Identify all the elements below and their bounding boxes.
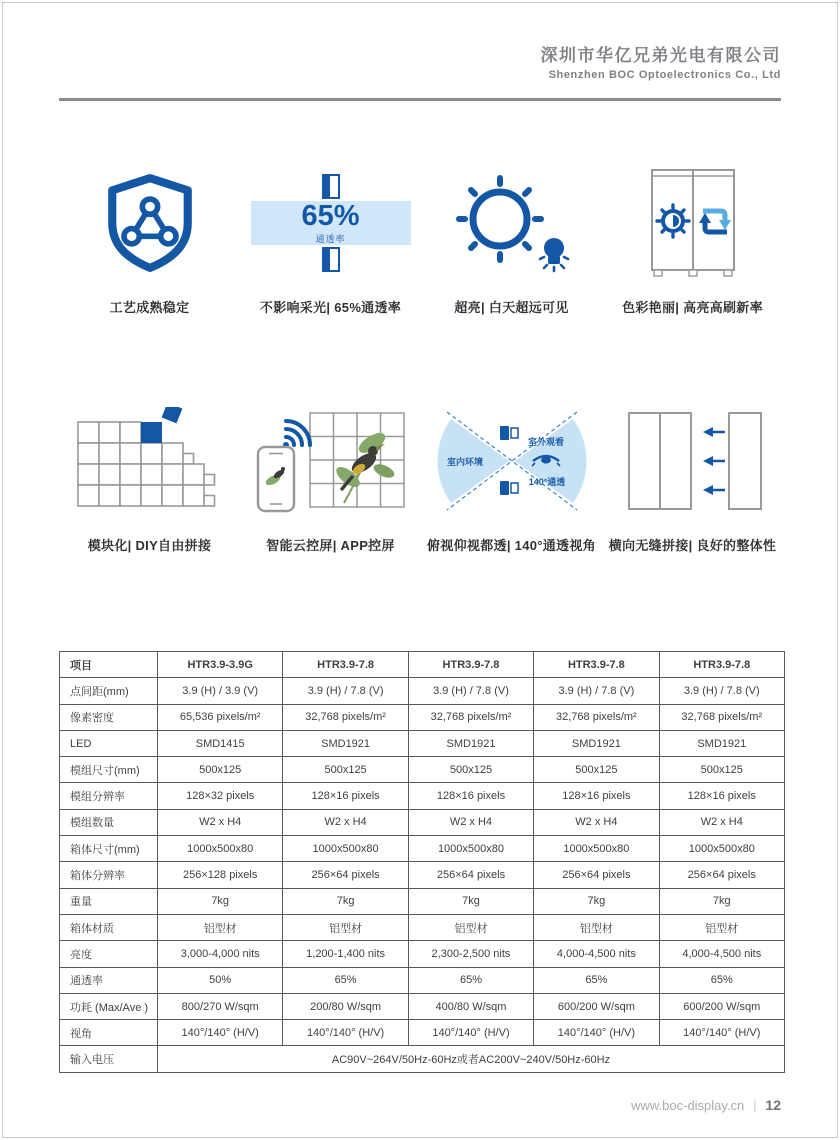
spec-cell: 1000x500x80 [534,836,659,862]
spec-row-label: 功耗 (Max/Ave ) [60,993,158,1019]
page-footer [631,1097,781,1113]
website-link[interactable]: www.boc-display.cn [631,1097,745,1113]
datasheet-page [2,2,838,1138]
spec-cell: 140°/140° (H/V) [158,1020,283,1046]
spec-cell: SMD1921 [659,730,784,756]
spec-row [60,730,785,756]
spec-cell: 50% [158,967,283,993]
footer-separator: | [753,1098,757,1112]
spec-row-label: 视角 [60,1020,158,1046]
spec-cell: 1000x500x80 [158,836,283,862]
spec-cell: 128×16 pixels [408,783,533,809]
spec-cell: 65% [283,967,408,993]
feature-caption: 俯视仰视都透| 140°通透视角 [427,538,596,553]
spec-cell: 32,768 pixels/m² [283,704,408,730]
spec-row [60,862,785,888]
spec-cell: 500x125 [534,757,659,783]
spec-cell: 铝型材 [158,914,283,940]
spec-row [60,809,785,835]
spec-cell: 800/270 W/sqm [158,993,283,1019]
spec-cell: 140°/140° (H/V) [534,1020,659,1046]
spec-row [60,757,785,783]
shield-network-icon [99,163,201,283]
spec-cell: 4,000-4,500 nits [534,941,659,967]
spec-cell: 3.9 (H) / 7.8 (V) [659,678,784,704]
spec-cell: 65% [408,967,533,993]
spec-header-value: HTR3.9-7.8 [408,652,533,678]
spec-cell: 500x125 [408,757,533,783]
spec-cell: 600/200 W/sqm [659,993,784,1019]
spec-cell: 128×16 pixels [534,783,659,809]
spec-row [60,704,785,730]
spec-cell: 500x125 [158,757,283,783]
transparency-badge-icon [251,163,411,283]
spec-cell: 500x125 [283,757,408,783]
spec-cell: 256×64 pixels [534,862,659,888]
spec-cell: 3.9 (H) / 7.8 (V) [408,678,533,704]
spec-row-label: 点间距(mm) [60,678,158,704]
spec-row-label: LED [60,730,158,756]
spec-cell: SMD1921 [534,730,659,756]
feature-cloud-control [240,401,421,554]
spec-row [60,967,785,993]
spec-row [60,783,785,809]
louver-module-top [500,426,518,440]
header-divider [59,98,781,101]
spec-cell: 7kg [283,888,408,914]
spec-cell: 256×64 pixels [408,862,533,888]
spec-header-value: HTR3.9-3.9G [158,652,283,678]
spec-cell: 32,768 pixels/m² [659,704,784,730]
spec-cell: 32,768 pixels/m² [534,704,659,730]
feature-seamless [602,401,783,554]
spec-cell: 128×32 pixels [158,783,283,809]
spec-row-label: 通透率 [60,967,158,993]
sun-bulb-icon [448,163,576,283]
spec-row-label: 模组分辨率 [60,783,158,809]
spec-cell: 140°/140° (H/V) [283,1020,408,1046]
spec-cell: 7kg [659,888,784,914]
spec-cell: W2 x H4 [659,809,784,835]
spec-cell: 3.9 (H) / 7.8 (V) [283,678,408,704]
spec-header-row [60,652,785,678]
louver-profile-bottom [322,247,340,272]
spec-cell: 128×16 pixels [283,783,408,809]
page-number: 12 [765,1097,781,1113]
spec-cell: 256×128 pixels [158,862,283,888]
spec-cell: 256×64 pixels [283,862,408,888]
feature-row-2 [59,401,783,554]
spec-cell: 2,300-2,500 nits [408,941,533,967]
spec-row [60,836,785,862]
spec-cell: 7kg [534,888,659,914]
viewing-angle-icon [423,401,601,521]
feature-brightness [421,163,602,316]
spec-cell: 65% [659,967,784,993]
feature-viewing-angle [421,401,602,554]
spec-cell: W2 x H4 [283,809,408,835]
spec-cell: 200/80 W/sqm [283,993,408,1019]
spec-row [60,1020,785,1046]
spec-cell: 1000x500x80 [408,836,533,862]
spec-cell: 3,000-4,000 nits [158,941,283,967]
spec-header-value: HTR3.9-7.8 [283,652,408,678]
spec-cell: 32,768 pixels/m² [408,704,533,730]
spec-header-value: HTR3.9-7.8 [534,652,659,678]
louver-module-bottom [500,481,518,495]
angle-label: 140°通透 [528,477,565,487]
indoor-label: 室内环境 [446,457,483,467]
spec-merged-row [60,1046,785,1072]
spec-cell: SMD1921 [283,730,408,756]
spec-cell: 7kg [408,888,533,914]
spec-row [60,888,785,914]
feature-caption: 超亮| 白天超远可见 [454,300,569,315]
transparency-label: 通透率 [315,233,346,244]
feature-modular [59,401,240,554]
feature-caption: 工艺成熟稳定 [109,300,190,315]
louver-profile-top [322,174,340,199]
feature-color-refresh [602,163,783,316]
spec-cell: 1000x500x80 [283,836,408,862]
spec-row-label: 重量 [60,888,158,914]
company-name-cn: 深圳市华亿兄弟光电有限公司 [540,46,781,65]
spec-row-label: 箱体分辨率 [60,862,158,888]
spec-row-label: 箱体尺寸(mm) [60,836,158,862]
spec-row-label: 输入电压 [60,1046,158,1072]
spec-table-body [60,652,785,1073]
spec-cell: 4,000-4,500 nits [659,941,784,967]
transparency-value: 65% [301,199,360,232]
transparency-band [251,201,411,245]
spec-cell: 3.9 (H) / 7.8 (V) [534,678,659,704]
spec-cell: 7kg [158,888,283,914]
spec-row-label: 模组尺寸(mm) [60,757,158,783]
spec-cell: 1,200-1,400 nits [283,941,408,967]
outdoor-label: 室外观看 [527,437,564,447]
spec-row-label: 亮度 [60,941,158,967]
spec-merged-value: AC90V~264V/50Hz-60Hz或者AC200V~240V/50Hz-60Hz [158,1046,785,1072]
spec-cell: 600/200 W/sqm [534,993,659,1019]
spec-cell: W2 x H4 [158,809,283,835]
feature-transparency [240,163,421,316]
spec-row [60,678,785,704]
phone-icon [258,447,294,511]
spec-cell: W2 x H4 [408,809,533,835]
feature-caption: 不影响采光| 65%通透率 [259,300,402,315]
feature-craft-stability [59,163,240,316]
spec-cell: W2 x H4 [534,809,659,835]
spec-cell: SMD1415 [158,730,283,756]
spec-cell: 128×16 pixels [659,783,784,809]
spec-cell: 铝型材 [408,914,533,940]
spec-row [60,993,785,1019]
spec-row-label: 模组数量 [60,809,158,835]
spec-cell: 256×64 pixels [659,862,784,888]
spec-cell: 1000x500x80 [659,836,784,862]
spec-cell: 400/80 W/sqm [408,993,533,1019]
spec-cell: 铝型材 [534,914,659,940]
spec-cell: 65% [534,967,659,993]
feature-caption: 横向无缝拼接| 良好的整体性 [608,538,777,553]
spec-cell: 140°/140° (H/V) [408,1020,533,1046]
spec-cell: 铝型材 [659,914,784,940]
left-arrows [703,427,725,495]
spec-cell: 500x125 [659,757,784,783]
spec-row-label: 像素密度 [60,704,158,730]
spec-cell: 140°/140° (H/V) [659,1020,784,1046]
feature-caption: 智能云控屏| APP控屏 [266,538,395,553]
spec-header-label: 项目 [60,652,158,678]
seamless-splicing-icon [619,401,767,521]
company-name-en: Shenzhen BOC Optoelectronics Co., Ltd [548,69,781,81]
spec-cell: 铝型材 [283,914,408,940]
color-refresh-panels-icon [633,163,753,283]
spec-cell: SMD1921 [408,730,533,756]
feature-caption: 模块化| DIY自由拼接 [87,538,212,553]
feature-caption: 色彩艳丽| 高亮高刷新率 [622,300,763,315]
spec-row [60,941,785,967]
spec-cell: 65,536 pixels/m² [158,704,283,730]
wifi-icon [286,421,310,445]
feature-row-1 [59,163,783,316]
spec-table [59,651,785,1073]
modular-stairs-icon [72,401,228,521]
cloud-app-control-icon [252,401,410,521]
company-header [541,41,782,81]
spec-cell: 3.9 (H) / 3.9 (V) [158,678,283,704]
spec-header-value: HTR3.9-7.8 [659,652,784,678]
contrast-icon [657,205,689,237]
spec-row-label: 箱体材质 [60,914,158,940]
spec-row [60,914,785,940]
